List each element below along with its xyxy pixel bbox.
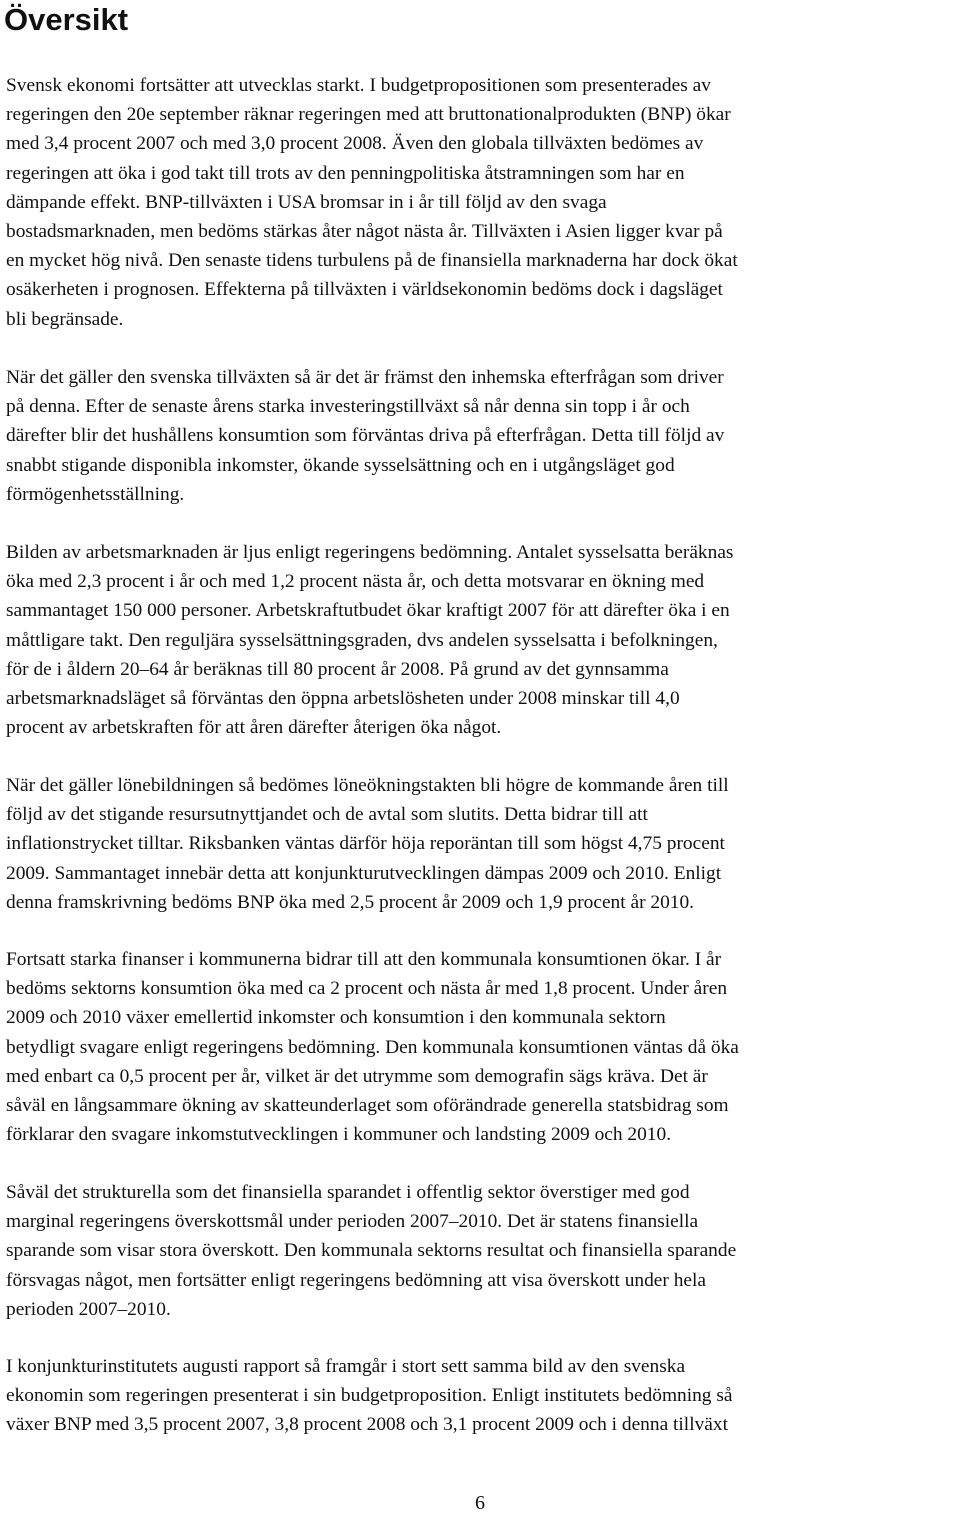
text-line: för de i åldern 20–64 år beräknas till 80 procent år 2008. På grund av det gynnsamma bbox=[6, 658, 669, 680]
text-line: följd av det stigande resursutnyttjandet och de avtal som slutits. Detta bidrar till att bbox=[6, 804, 648, 826]
text-line: sammantaget 150 000 personer. Arbetskraftutbudet ökar kraftigt 2007 för att därefter öka i en bbox=[6, 600, 730, 622]
paragraph-6 bbox=[6, 1178, 960, 1324]
text-line: denna framskrivning bedöms BNP öka med 2,5 procent år 2009 och 1,9 procent år 2010. bbox=[6, 891, 695, 913]
paragraph-4 bbox=[6, 771, 960, 917]
text-line: regeringen att öka i god takt till trots av den penningpolitiska åtstramningen som har en bbox=[6, 162, 685, 184]
text-line: betydligt svagare enligt regeringens bedömning. Den kommunala konsumtionen väntas då öka bbox=[6, 1036, 739, 1058]
text-line: regeringen den 20e september räknar regeringen med att bruttonationalprodukten (BNP) ökar bbox=[6, 104, 731, 126]
text-line: öka med 2,3 procent i år och med 1,2 procent nästa år, och detta motsvarar en ökning med bbox=[6, 571, 705, 593]
text-line: förklarar den svagare inkomstutvecklingen i kommuner och landsting 2009 och 2010. bbox=[6, 1124, 672, 1146]
text-line: en mycket hög nivå. Den senaste tidens turbulens på de finansiella marknaderna har dock ökat bbox=[6, 250, 738, 272]
text-line: med enbart ca 0,5 procent per år, vilket är det utrymme som demografin sägs kräva. Det är bbox=[6, 1065, 708, 1087]
paragraph-2 bbox=[6, 363, 960, 509]
text-line: osäkerheten i prognosen. Effekterna på tillväxten i världsekonomin bedöms dock i dagsläget bbox=[6, 279, 723, 301]
text-line: med 3,4 procent 2007 och med 3,0 procent 2008. Även den globala tillväxten bedömes av bbox=[6, 133, 704, 155]
text-line: perioden 2007–2010. bbox=[6, 1298, 171, 1320]
text-line: måttligare takt. Den reguljära sysselsättningsgraden, dvs andelen sysselsatta i befolkningen, bbox=[6, 629, 718, 651]
text-line: växer BNP med 3,5 procent 2007, 3,8 procent 2008 och 3,1 procent 2009 och i denna tillväxt bbox=[6, 1414, 728, 1436]
paragraph-3 bbox=[6, 538, 960, 742]
text-line: bedöms sektorns konsumtion öka med ca 2 procent och nästa år med 1,8 procent. Under åren bbox=[6, 978, 728, 1000]
text-line: på denna. Efter de senaste årens starka investeringstillväxt så når denna sin topp i år och bbox=[6, 396, 690, 418]
text-line: bostadsmarknaden, men bedöms stärkas åter något nästa år. Tillväxten i Asien ligger kvar på bbox=[6, 221, 723, 243]
paragraph-7 bbox=[6, 1352, 960, 1440]
text-line: Fortsatt starka finanser i kommunerna bidrar till att den kommunala konsumtionen ökar. I år bbox=[6, 949, 722, 970]
page-title: Översikt bbox=[4, 2, 129, 37]
text-line: marginal regeringens överskottsmål under perioden 2007–2010. Det är statens finansiella bbox=[6, 1211, 699, 1233]
text-line: såväl en långsammare ökning av skatteunderlaget som oförändrade generella statsbidrag som bbox=[6, 1095, 729, 1117]
page-number: 6 bbox=[475, 1492, 485, 1514]
text-line: arbetsmarknadsläget så förväntas den öppna arbetslösheten under 2008 minskar till 4,0 bbox=[6, 688, 680, 710]
paragraph-5 bbox=[6, 945, 960, 1149]
text-line: ekonomin som regeringen presenterat i sin budgetproposition. Enligt institutets bedömning så bbox=[6, 1385, 733, 1407]
text-line: försvagas något, men fortsätter enligt regeringens bedömning att visa överskott under hela bbox=[6, 1269, 707, 1291]
text-line: När det gäller lönebildningen så bedömes löneökningstakten bli högre de kommande åren till bbox=[6, 775, 729, 796]
text-line: I konjunkturinstitutets augusti rapport så framgår i stort sett samma bild av den svenska bbox=[6, 1356, 686, 1377]
text-line: bli begränsade. bbox=[6, 308, 124, 330]
text-line: När det gäller den svenska tillväxten så är det är främst den inhemska efterfrågan som driver bbox=[6, 367, 724, 388]
text-line: Bilden av arbetsmarknaden är ljus enligt regeringens bedömning. Antalet sysselsatta beräknas bbox=[6, 542, 734, 563]
text-line: förmögenhetsställning. bbox=[6, 483, 185, 505]
text-line: sparande som visar stora överskott. Den kommunala sektorns resultat och finansiella sparande bbox=[6, 1240, 737, 1262]
text-line: Svensk ekonomi fortsätter att utvecklas starkt. I budgetpropositionen som presenterades av bbox=[6, 75, 711, 96]
text-line: Såväl det strukturella som det finansiella sparandet i offentlig sektor överstiger med god bbox=[6, 1182, 690, 1203]
text-line: dämpande effekt. BNP-tillväxten i USA bromsar in i år till följd av den svaga bbox=[6, 191, 607, 213]
text-line: 2009 och 2010 växer emellertid inkomster och konsumtion i den kommunala sektorn bbox=[6, 1007, 666, 1029]
text-line: 2009. Sammantaget innebär detta att konjunkturutvecklingen dämpas 2009 och 2010. Enligt bbox=[6, 862, 722, 884]
text-line: därefter blir det hushållens konsumtion som förväntas driva på efterfrågan. Detta till följd av bbox=[6, 425, 725, 447]
text-line: procent av arbetskraften för att åren därefter återigen öka något. bbox=[6, 717, 502, 739]
paragraph-1 bbox=[6, 71, 960, 334]
text-line: inflationstrycket tilltar. Riksbanken väntas därför höja reporäntan till som högst 4,75 procent bbox=[6, 833, 725, 855]
text-line: snabbt stigande disponibla inkomster, ökande sysselsättning och en i utgångsläget god bbox=[6, 454, 675, 476]
